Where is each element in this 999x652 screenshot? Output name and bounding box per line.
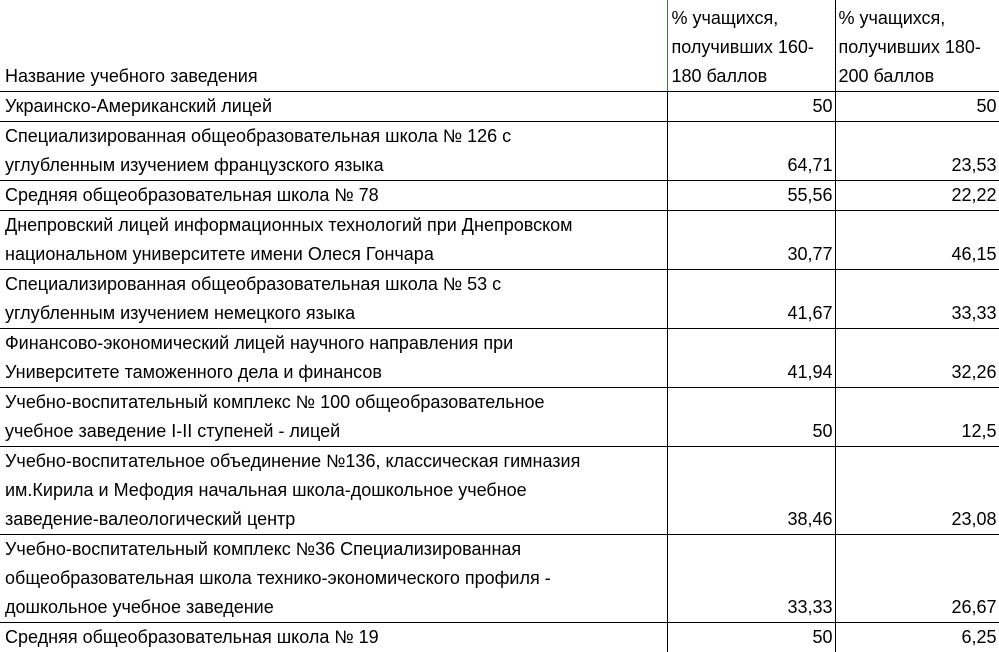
cell-school-name[interactable]: Учебно-воспитательное объединение №136, классическая гимназия им.Кирила и Мефодия начальная школа-дошкольное учебное заведение-валеологический центр bbox=[0, 447, 667, 535]
cell-pct-180-200[interactable]: 23,08 bbox=[835, 447, 999, 535]
table-row bbox=[0, 535, 999, 623]
cell-pct-160-180[interactable]: 30,77 bbox=[667, 211, 835, 270]
cell-pct-160-180[interactable]: 50 bbox=[667, 623, 835, 652]
cell-school-name[interactable]: Финансово-экономический лицей научного направления при Университете таможенного дела и финансов bbox=[0, 329, 667, 388]
table-row bbox=[0, 181, 999, 211]
cell-pct-180-200[interactable]: 50 bbox=[835, 92, 999, 122]
cell-pct-180-200[interactable]: 12,5 bbox=[835, 388, 999, 447]
header-pct-180-200[interactable]: % учащихся, получивших 180- 200 баллов bbox=[835, 0, 999, 92]
table-row bbox=[0, 447, 999, 535]
header-pct-160-180[interactable]: % учащихся, получивших 160- 180 баллов bbox=[667, 0, 835, 92]
cell-school-name[interactable]: Средняя общеобразовательная школа № 19 bbox=[0, 623, 667, 652]
table-row bbox=[0, 388, 999, 447]
table-row bbox=[0, 329, 999, 388]
cell-school-name[interactable]: Учебно-воспитательный комплекс №36 Специализированная общеобразовательная школа технико-экономического профиля - дошкольное учебное заведение bbox=[0, 535, 667, 623]
cell-pct-180-200[interactable]: 32,26 bbox=[835, 329, 999, 388]
cell-pct-160-180[interactable]: 38,46 bbox=[667, 447, 835, 535]
cell-pct-160-180[interactable]: 41,67 bbox=[667, 270, 835, 329]
cell-pct-160-180[interactable]: 41,94 bbox=[667, 329, 835, 388]
table-row bbox=[0, 122, 999, 181]
table-row bbox=[0, 623, 999, 652]
cell-pct-160-180[interactable]: 64,71 bbox=[667, 122, 835, 181]
cell-school-name[interactable]: Специализированная общеобразовательная школа № 126 с углубленным изучением французского языка bbox=[0, 122, 667, 181]
cell-pct-180-200[interactable]: 6,25 bbox=[835, 623, 999, 652]
cell-school-name[interactable]: Специализированная общеобразовательная школа № 53 с углубленным изучением немецкого языка bbox=[0, 270, 667, 329]
cell-school-name[interactable]: Украинско-Американский лицей bbox=[0, 92, 667, 122]
cell-pct-180-200[interactable]: 22,22 bbox=[835, 181, 999, 211]
table-row bbox=[0, 92, 999, 122]
cell-pct-180-200[interactable]: 26,67 bbox=[835, 535, 999, 623]
cell-pct-180-200[interactable]: 46,15 bbox=[835, 211, 999, 270]
cell-pct-160-180[interactable]: 55,56 bbox=[667, 181, 835, 211]
header-row bbox=[0, 0, 999, 92]
header-school-name[interactable]: Название учебного заведения bbox=[0, 0, 667, 92]
cell-school-name[interactable]: Учебно-воспитательный комплекс № 100 общеобразовательное учебное заведение І-ІІ ступеней - лицей bbox=[0, 388, 667, 447]
cell-school-name[interactable]: Днепровский лицей информационных технологий при Днепровском национальном университете имени Олеся Гончара bbox=[0, 211, 667, 270]
table-row bbox=[0, 270, 999, 329]
cell-pct-160-180[interactable]: 50 bbox=[667, 92, 835, 122]
cell-pct-180-200[interactable]: 23,53 bbox=[835, 122, 999, 181]
cell-school-name[interactable]: Средняя общеобразовательная школа № 78 bbox=[0, 181, 667, 211]
cell-pct-160-180[interactable]: 50 bbox=[667, 388, 835, 447]
table-row bbox=[0, 211, 999, 270]
cell-pct-180-200[interactable]: 33,33 bbox=[835, 270, 999, 329]
cell-pct-160-180[interactable]: 33,33 bbox=[667, 535, 835, 623]
